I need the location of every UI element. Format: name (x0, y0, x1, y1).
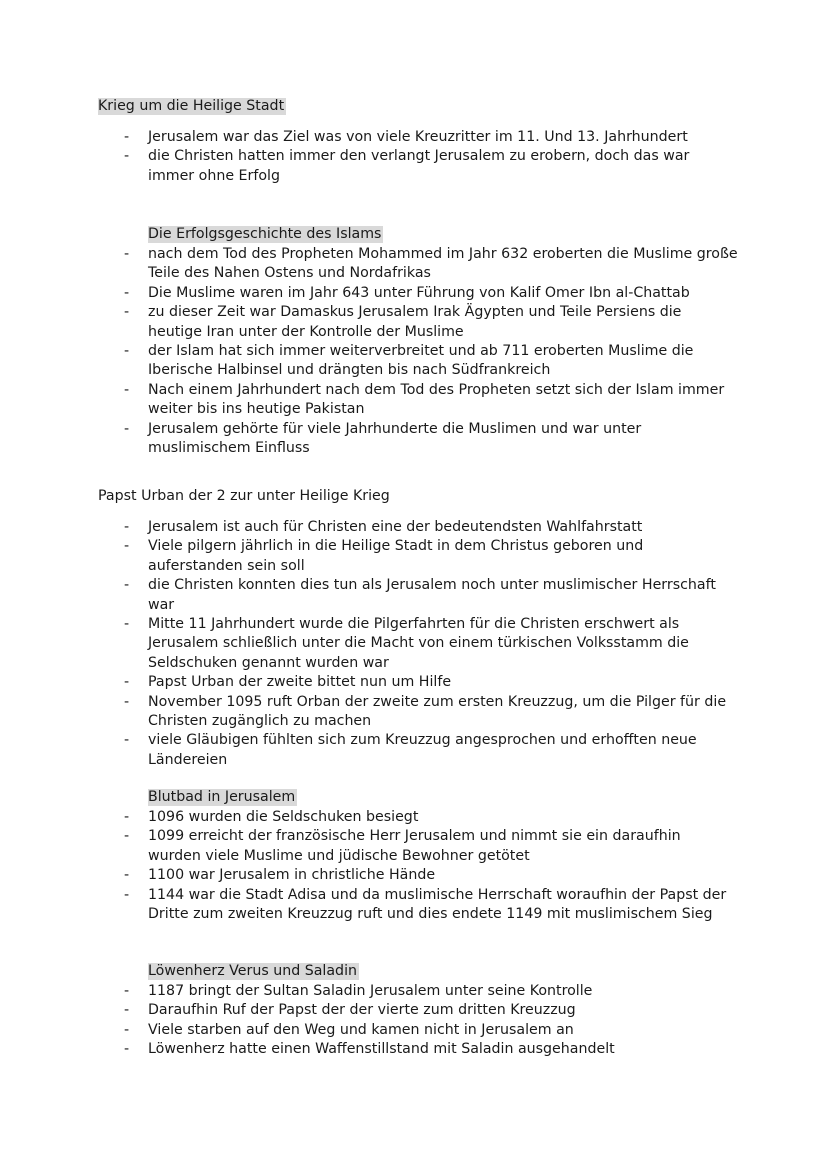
bullet: - (124, 732, 130, 749)
list-item: - Viele starben auf den Weg und kamen nicht in Jerusalem an (0, 1021, 738, 1040)
bullet: - (124, 148, 130, 165)
bullet: - (124, 1021, 130, 1038)
list-item: - 1096 wurden die Seldschuken besiegt (0, 808, 738, 827)
list-item: - 1100 war Jerusalem in christliche Hände (0, 866, 738, 885)
bullet: - (124, 674, 130, 691)
bullet: - (124, 577, 130, 594)
section-heading-islam: Die Erfolgsgeschichte des Islams (148, 226, 382, 242)
list-item: - 1144 war die Stadt Adisa und da muslimische Herrschaft woraufhin der Papst der Dritte zum zweiten Kreuzzug ruft und dies endete 1149 mit muslimischem Sieg (124, 886, 727, 923)
list-item: - die Christen hatten immer den verlangt Jerusalem zu erobern, doch das war immer ohne Erfolg (124, 148, 690, 184)
list-item: - Daraufhin Ruf der Papst der der vierte zum dritten Kreuzzug (0, 1001, 738, 1020)
loewenherz-list (0, 982, 828, 1060)
list-item: - der Islam hat sich immer weiterverbreitet und ab 711 eroberten Muslime die Iberische Halbinsel und drängten bis nach Südfrankreich (124, 343, 694, 379)
bullet: - (124, 867, 130, 884)
section-heading-loewenherz: Löwenherz Verus und Saladin (148, 963, 358, 979)
bullet: - (124, 343, 130, 360)
list-item: - November 1095 ruft Orban der zweite zum ersten Kreuzzug, um die Pilger für die Christen zugänglich zu machen (124, 693, 727, 730)
list-item: - Papst Urban der zweite bittet nun um Hilfe (0, 673, 738, 692)
intro-list (0, 128, 828, 186)
bullet: - (124, 693, 130, 710)
list-item: - Jerusalem war das Ziel was von viele Kreuzritter im 11. Und 13. Jahrhundert (0, 128, 738, 147)
list-item: - Jerusalem ist auch für Christen eine der bedeutendsten Wahlfahrstatt (0, 518, 738, 537)
bullet: - (124, 886, 130, 903)
list-item: - Die Muslime waren im Jahr 643 unter Führung von Kalif Omer Ibn al-Chattab (0, 284, 738, 303)
list-item: - Löwenherz hatte einen Waffenstillstand mit Saladin ausgehandelt (0, 1040, 738, 1059)
bullet: - (124, 538, 130, 555)
bullet: - (124, 284, 130, 301)
list-item: - viele Gläubigen fühlten sich zum Kreuzzug angesprochen und erhofften neue Ländereien (124, 732, 697, 768)
bullet: - (124, 420, 130, 437)
section-heading-urban: Papst Urban der 2 zur unter Heilige Krieg (98, 488, 390, 504)
list-item: - die Christen konnten dies tun als Jerusalem noch unter muslimischer Herrschaft war (124, 577, 716, 613)
list-item: - Jerusalem gehörte für viele Jahrhunderte die Muslimen und war unter muslimischem Einfluss (124, 420, 642, 457)
section-heading-blutbad: Blutbad in Jerusalem (148, 789, 296, 805)
bullet: - (124, 828, 130, 845)
bullet: - (124, 246, 130, 262)
urban-list (0, 518, 828, 770)
bullet: - (124, 519, 130, 535)
blutbad-list (0, 808, 828, 924)
list-item: - Nach einem Jahrhundert nach dem Tod des Propheten setzt sich der Islam immer weiter bis ins heutige Pakistan (124, 381, 725, 418)
bullet: - (124, 304, 130, 321)
document-title: Krieg um die Heilige Stadt (98, 98, 285, 114)
bullet: - (124, 1041, 130, 1058)
bullet: - (124, 983, 130, 999)
bullet: - (124, 381, 130, 398)
bullet: - (124, 809, 130, 825)
bullet: - (124, 129, 130, 145)
list-item: - 1187 bringt der Sultan Saladin Jerusalem unter seine Kontrolle (0, 982, 738, 1001)
bullet: - (124, 616, 130, 633)
islam-list (0, 245, 828, 458)
list-item: - 1099 erreicht der französische Herr Jerusalem und nimmt sie ein daraufhin wurden viele Muslime und jüdische Bewohner getötet (124, 828, 681, 864)
list-item: - zu dieser Zeit war Damaskus Jerusalem Irak Ägypten und Teile Persiens die heutige Iran unter der Kontrolle der Muslime (124, 304, 682, 340)
list-item: - Mitte 11 Jahrhundert wurde die Pilgerfahrten für die Christen erschwert als Jerusalem schließlich unter die Macht von einem türkischen Volksstamm die Seldschuken genannt wurden war (124, 616, 689, 671)
bullet: - (124, 1002, 130, 1019)
list-item: - nach dem Tod des Propheten Mohammed im Jahr 632 eroberten die Muslime große Teile des Nahen Ostens und Nordafrikas (124, 246, 738, 282)
list-item: - Viele pilgern jährlich in die Heilige Stadt in dem Christus geboren und auferstanden sein soll (124, 538, 644, 574)
